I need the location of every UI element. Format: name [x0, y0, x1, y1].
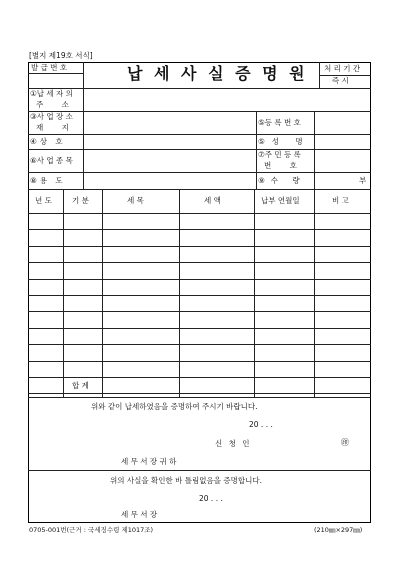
issue-no-label: 발 급 번 호	[31, 63, 68, 72]
table-row	[28, 229, 371, 230]
confirmation-statement: 위의 사실을 확인한 바 틀림없음을 증명합니다.	[110, 476, 262, 485]
name-label: ⑤성 명	[258, 137, 310, 146]
taxpayer-address-label-1: ①납 세 자 의	[30, 89, 73, 98]
addressee: 세 무 서 장 귀 하	[121, 457, 177, 466]
business-type-label: ⑥사 업 종 목	[30, 156, 73, 165]
table-row	[28, 295, 371, 296]
table-row	[28, 328, 371, 329]
taxpayer-address-label-2: 주 소	[36, 100, 77, 109]
processing-period-label: 처 리 기 간	[324, 64, 361, 73]
table-row	[28, 344, 371, 345]
request-statement: 위와 같이 납세하였음을 증명하여 주시기 바랍니다.	[91, 402, 258, 411]
form-frame	[28, 62, 371, 523]
form-number: [별지 제19호 서식]	[29, 51, 93, 60]
table-row	[28, 279, 371, 280]
col-header-tax-amount: 세 액	[204, 196, 221, 205]
col-header-year: 년 도	[35, 196, 52, 205]
business-location-label-1: ③사 업 장 소	[30, 112, 73, 121]
confirmation-signer: 세 무 서 장	[121, 510, 158, 519]
table-row	[28, 377, 371, 378]
table-row	[28, 393, 371, 394]
applicant-label: 신 청 인	[215, 439, 252, 448]
col-header-period: 기 분	[72, 196, 89, 205]
table-row	[28, 262, 371, 263]
total-row-label: 합 계	[72, 381, 89, 390]
confirmation-date: 20 . . .	[199, 494, 223, 503]
seal-mark: ㊞	[341, 438, 349, 447]
table-row	[28, 361, 371, 362]
processing-period-value: 즉 시	[332, 76, 349, 85]
col-header-tax-item: 세 목	[127, 196, 144, 205]
registration-no-label: ⑤등 록 번 호	[258, 118, 301, 127]
footer-paper-size: (210㎜×297㎜)	[314, 526, 363, 534]
col-header-remarks: 비 고	[332, 196, 349, 205]
request-date: 20 . . .	[249, 420, 273, 429]
page-title: 납 세 사 실 증 명 원	[127, 64, 308, 83]
table-row	[28, 311, 371, 312]
trade-name-label: ④상 호	[30, 137, 66, 146]
purpose-label: ⑧용 도	[30, 176, 66, 185]
business-location-label-2: 재 지	[36, 123, 77, 132]
resident-no-label-1: ⑦주 민 등 록	[258, 150, 301, 159]
copies-label: ⑨수 량	[258, 176, 306, 185]
resident-no-label-2: 번 호	[264, 161, 305, 170]
footer-code: 0705-001번(근거 : 국세징수령 제1017조)	[29, 526, 154, 534]
col-header-payment-date: 납부 연월일	[261, 196, 300, 205]
table-row	[28, 246, 371, 247]
copies-unit: 부	[359, 176, 367, 185]
